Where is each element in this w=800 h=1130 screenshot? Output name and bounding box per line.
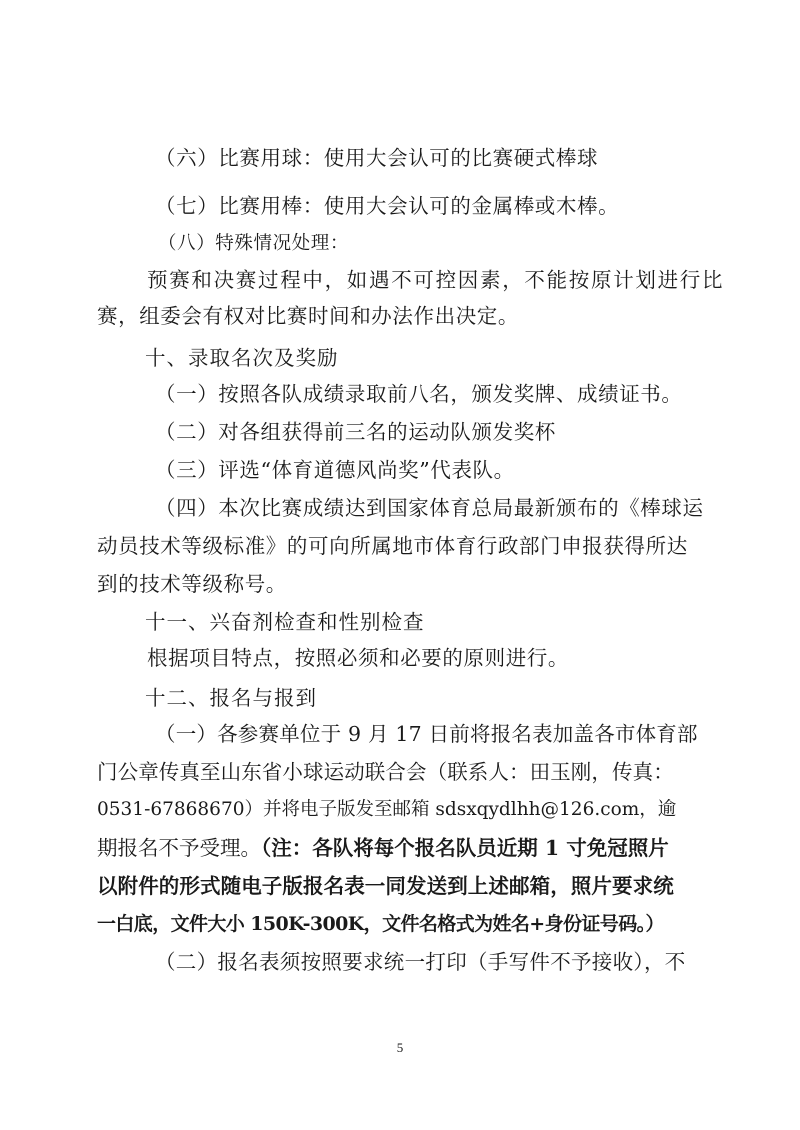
clause-8-body-line-1: 预赛和决赛过程中，如遇不可控因素，不能按原计划进行比 (147, 268, 725, 292)
section-12-title: 十二、报名与报到 (145, 686, 317, 710)
section-12-item-2-line-1: （二）报名表须按照要求统一打印（手写件不予接收），不 (155, 950, 686, 974)
section-12-item-1-line-4 (97, 830, 669, 866)
clause-6: （六）比赛用球：使用大会认可的比赛硬式棒球 (155, 146, 599, 170)
section-12-item-1-line-5: 以附件的形式随电子版报名表一同发送到上述邮箱，照片要求统 (97, 874, 674, 898)
section-10-item-3: （三）评选“体育道德风尚奖”代表队。 (155, 458, 515, 482)
section-10-item-4-line-3: 到的技术等级称号。 (97, 572, 287, 596)
section-12-item-1-line-1: （一）各参赛单位于 9 月 17 日前将报名表加盖各市体育部 (155, 722, 698, 746)
registration-deadline-note: 期报名不予受理。 (97, 836, 261, 860)
section-10-item-1: （一）按照各队成绩录取前八名，颁发奖牌、成绩证书。 (155, 382, 683, 406)
section-10-title: 十、录取名次及奖励 (145, 346, 339, 370)
page-number: 5 (396, 1040, 404, 1055)
section-12-item-1-line-2: 门公章传真至山东省小球运动联合会（联系人：田玉刚，传真： (97, 760, 674, 784)
section-10-item-4-line-1: （四）本次比赛成绩达到国家体育总局最新颁布的《棒球运 (155, 496, 704, 520)
section-11-body: 根据项目特点，按照必须和必要的原则进行。 (147, 646, 569, 670)
section-12-item-1-line-6: 一白底，文件大小 150K-300K，文件名格式为姓名+身份证号码。） (97, 913, 664, 935)
section-12-item-1-line-3: 0531-67868670）并将电子版发至邮箱 sdsxqydlhh@126.com，逾 (97, 799, 677, 820)
clause-8: （八）特殊情况处理： (158, 233, 350, 254)
clause-8-body-line-2: 赛，组委会有权对比赛时间和办法作出决定。 (97, 304, 519, 328)
section-10-item-4-line-2: 动员技术等级标准》的可向所属地市体育行政部门申报获得所达 (97, 534, 688, 558)
section-10-item-2: （二）对各组获得前三名的运动队颁发奖杯 (155, 420, 556, 444)
clause-7: （七）比赛用棒：使用大会认可的金属棒或木棒。 (155, 194, 620, 218)
photo-requirement-note-start: （注：各队将每个报名队员近期 1 寸免冠照片 (261, 836, 669, 860)
section-11-title: 十一、兴奋剂检查和性别检查 (145, 610, 425, 634)
